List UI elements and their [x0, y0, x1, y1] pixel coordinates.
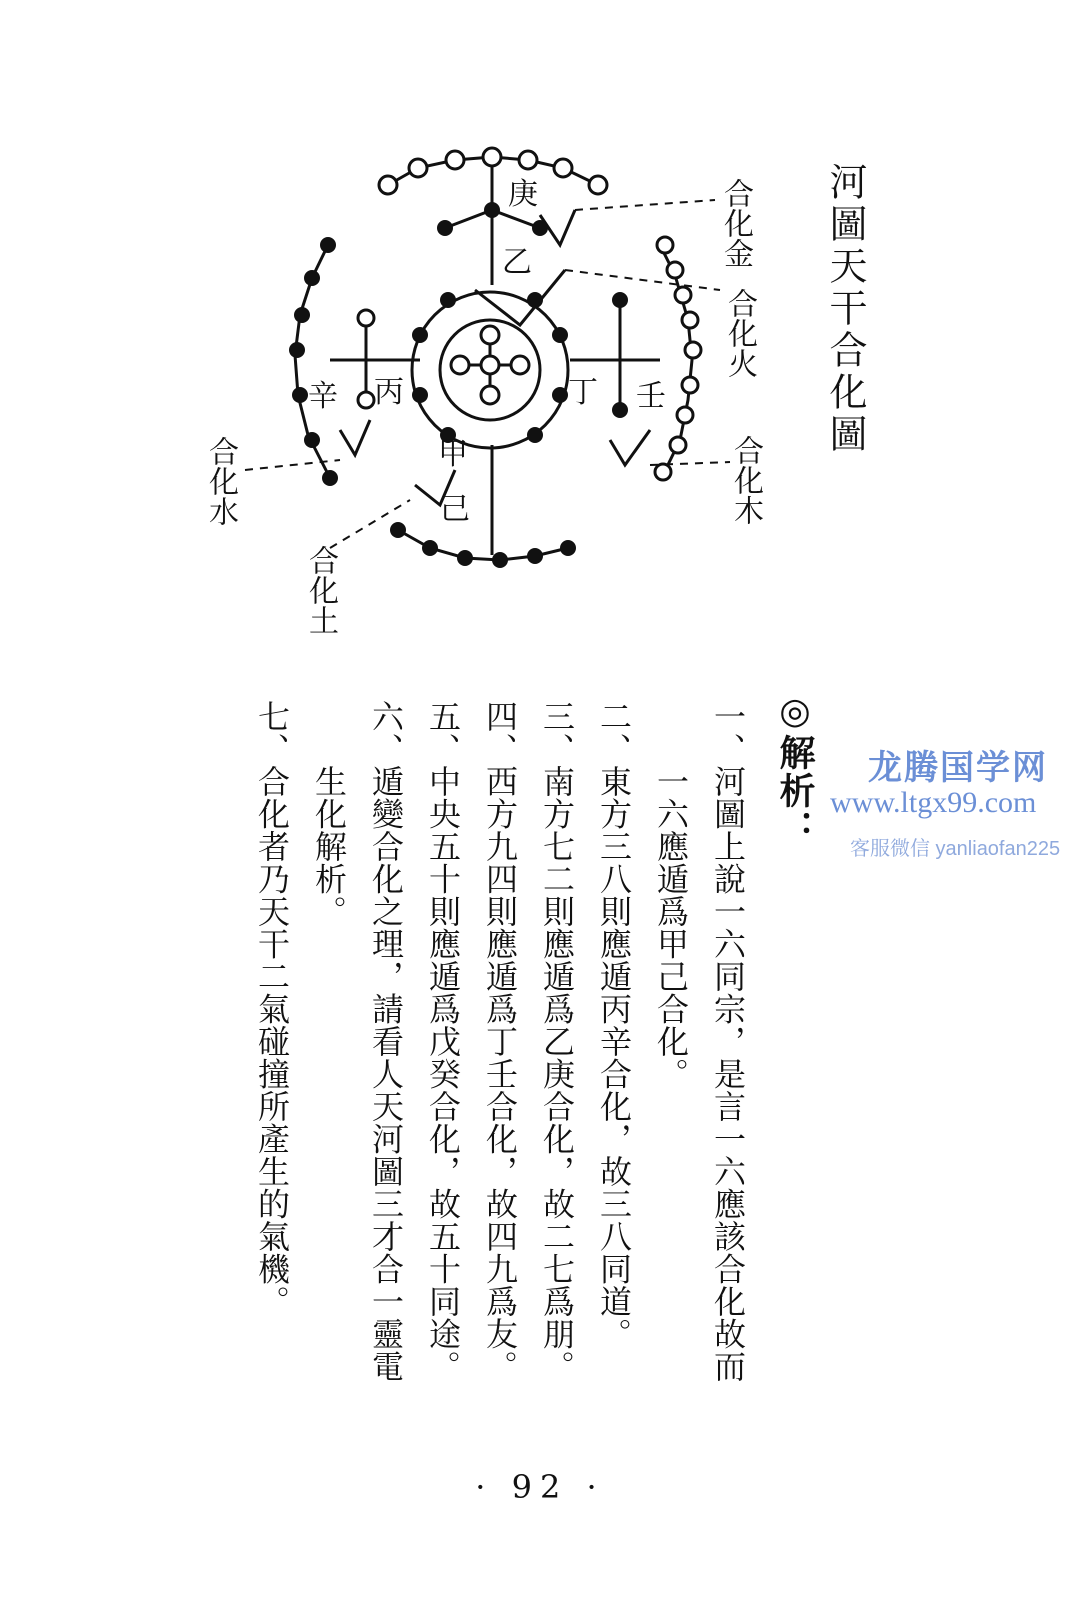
stem-jia: 甲 [438, 437, 468, 472]
stem-yi: 乙 [502, 245, 532, 280]
hetu-diagram [0, 0, 1080, 700]
analysis-line-3: 二、東方三八則應遁丙辛合化，故三八同道。 [595, 700, 633, 1350]
stem-ren: 壬 [636, 379, 666, 414]
analysis-heading: ◎解析： [774, 690, 816, 848]
analysis-line-7: 六、遁變合化之理，請看人天河圖三才合一靈電 [367, 700, 405, 1383]
label-earth: 合化土 [303, 545, 338, 635]
label-metal: 合化金 [718, 178, 753, 268]
stem-ding: 丁 [568, 375, 598, 410]
analysis-line-8: 生化解析。 [310, 765, 348, 928]
analysis-line-5: 四、西方九四則應遁爲丁壬合化，故四九爲友。 [481, 700, 519, 1383]
stem-xin: 辛 [308, 379, 338, 414]
analysis-line-6: 五、中央五十則應遁爲戊癸合化，故五十同途。 [424, 700, 462, 1383]
analysis-line-2: 一六應遁爲甲己合化。 [652, 765, 690, 1090]
stem-ji: 己 [440, 492, 470, 527]
stem-geng: 庚 [508, 177, 538, 212]
label-water: 合化水 [203, 436, 238, 526]
analysis-line-9: 七、合化者乃天干二氣碰撞所產生的氣機。 [253, 700, 291, 1318]
label-fire: 合化火 [722, 288, 757, 378]
diagram-title: 河圖天干合化圖 [823, 162, 867, 456]
label-wood: 合化木 [728, 435, 763, 525]
analysis-line-4: 三、南方七二則應遁爲乙庚合化，故二七爲朋。 [538, 700, 576, 1383]
stem-bing: 丙 [374, 375, 404, 410]
watermark-contact: 客服微信 yanliaofan225 [850, 838, 1061, 860]
watermark-brand: 龙腾国学网 [868, 749, 1048, 787]
watermark-url: www.ltgx99.com [830, 786, 1037, 819]
analysis-line-1: 一、河圖上說一六同宗，是言一六應該合化故而 [709, 700, 747, 1383]
page-number: · 92 · [475, 1468, 605, 1506]
